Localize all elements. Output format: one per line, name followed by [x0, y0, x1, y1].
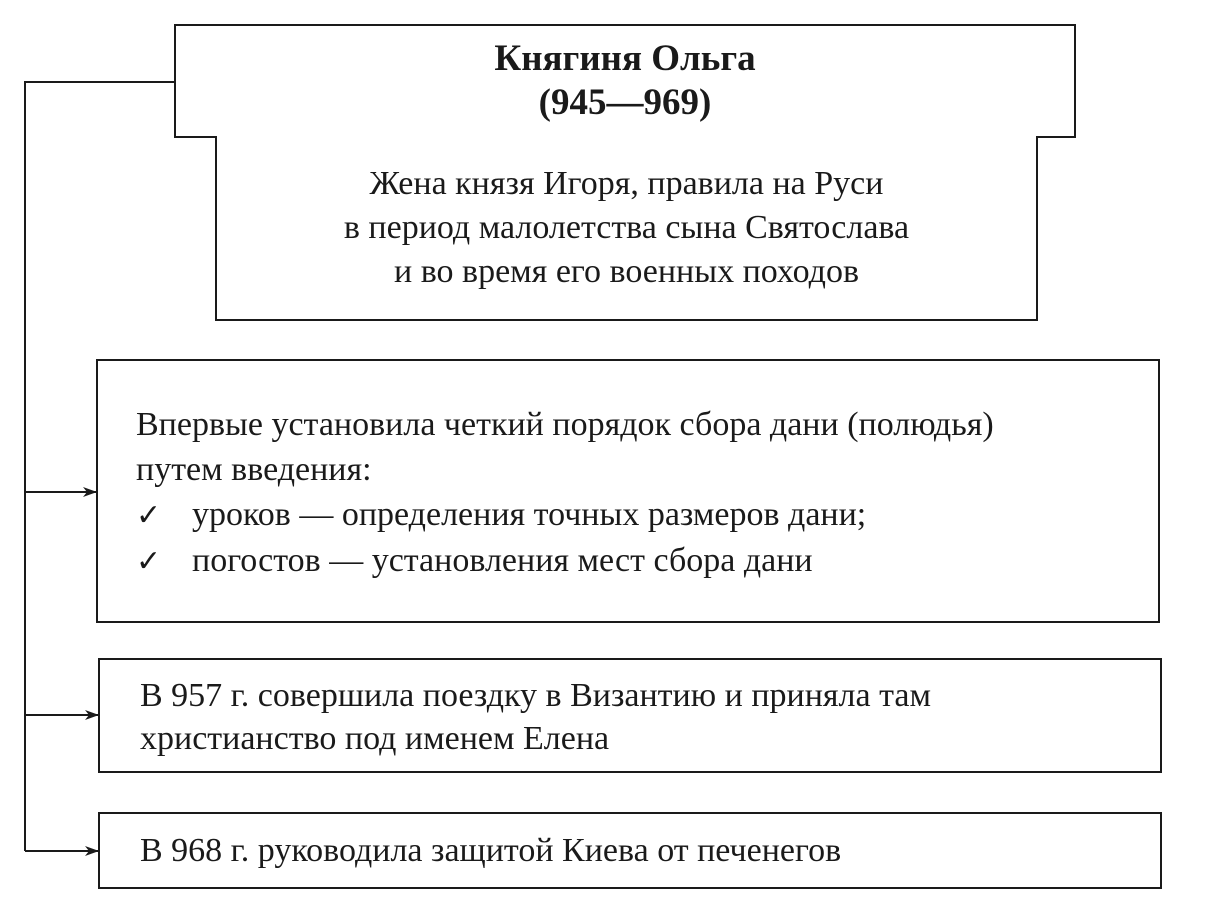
- kiev-text: В 968 г. руководила защитой Киева от печенегов: [140, 831, 842, 869]
- description-line: Жена князя Игоря, правила на Руси: [369, 164, 884, 202]
- tribute-box: [96, 359, 1160, 623]
- tribute-intro-line: Впервые установила четкий порядок сбора дани (полюдья): [136, 406, 994, 443]
- title-box: [174, 24, 1076, 138]
- description-line: в период малолетства сына Святослава: [343, 208, 910, 246]
- title-years: (945—969): [538, 82, 712, 123]
- check-icon: ✓: [136, 499, 162, 532]
- tribute-item-text: погостов — установления мест сбора дани: [192, 542, 813, 579]
- title-name: Княгиня Ольга: [494, 38, 756, 79]
- check-icon: ✓: [136, 545, 162, 578]
- description-box: [215, 136, 1038, 321]
- byzantium-line: В 957 г. совершила поездку в Византию и приняла там: [140, 677, 931, 714]
- description-line: и во время его военных походов: [394, 252, 859, 290]
- tribute-list-item: [136, 538, 1158, 584]
- tribute-intro-line: путем введения:: [136, 451, 372, 488]
- kiev-box: [98, 812, 1162, 889]
- tribute-list-item: [136, 492, 1158, 538]
- byzantium-box: [98, 658, 1162, 773]
- byzantium-line: христианство под именем Елена: [140, 720, 610, 757]
- tribute-item-text: уроков — определения точных размеров дани;: [192, 496, 867, 533]
